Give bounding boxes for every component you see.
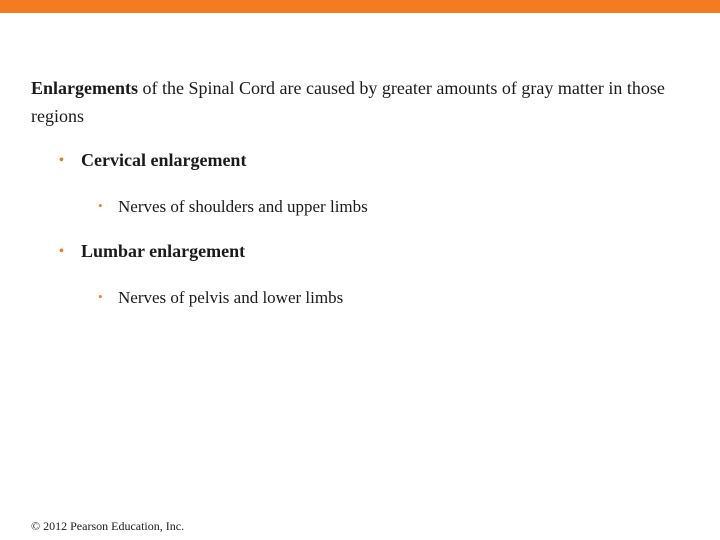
bullet-dot-icon: • — [98, 198, 103, 213]
bullet-lumbar-enlargement — [59, 239, 245, 264]
bullet-dot-icon: • — [59, 153, 64, 168]
sub-bullet-text: Nerves of pelvis and lower limbs — [118, 288, 344, 307]
intro-text: of the Spinal Cord are caused by greater amounts of gray matter in those regions — [31, 78, 665, 126]
intro-lead-term: Enlargements — [31, 78, 138, 98]
sub-bullet-shoulders-upper-limbs — [98, 194, 368, 219]
sub-bullet-text: Nerves of shoulders and upper limbs — [118, 197, 368, 216]
bullet-text: Lumbar enlargement — [81, 241, 246, 261]
bullet-dot-icon: • — [98, 289, 103, 304]
copyright-footer: © 2012 Pearson Education, Inc. — [31, 519, 185, 533]
bullet-dot-icon: • — [59, 244, 64, 259]
bullet-text: Cervical enlargement — [81, 150, 247, 170]
top-accent-bar — [0, 0, 720, 13]
sub-bullet-pelvis-lower-limbs — [98, 285, 343, 310]
bullet-cervical-enlargement — [59, 148, 246, 173]
intro-paragraph — [31, 74, 671, 130]
